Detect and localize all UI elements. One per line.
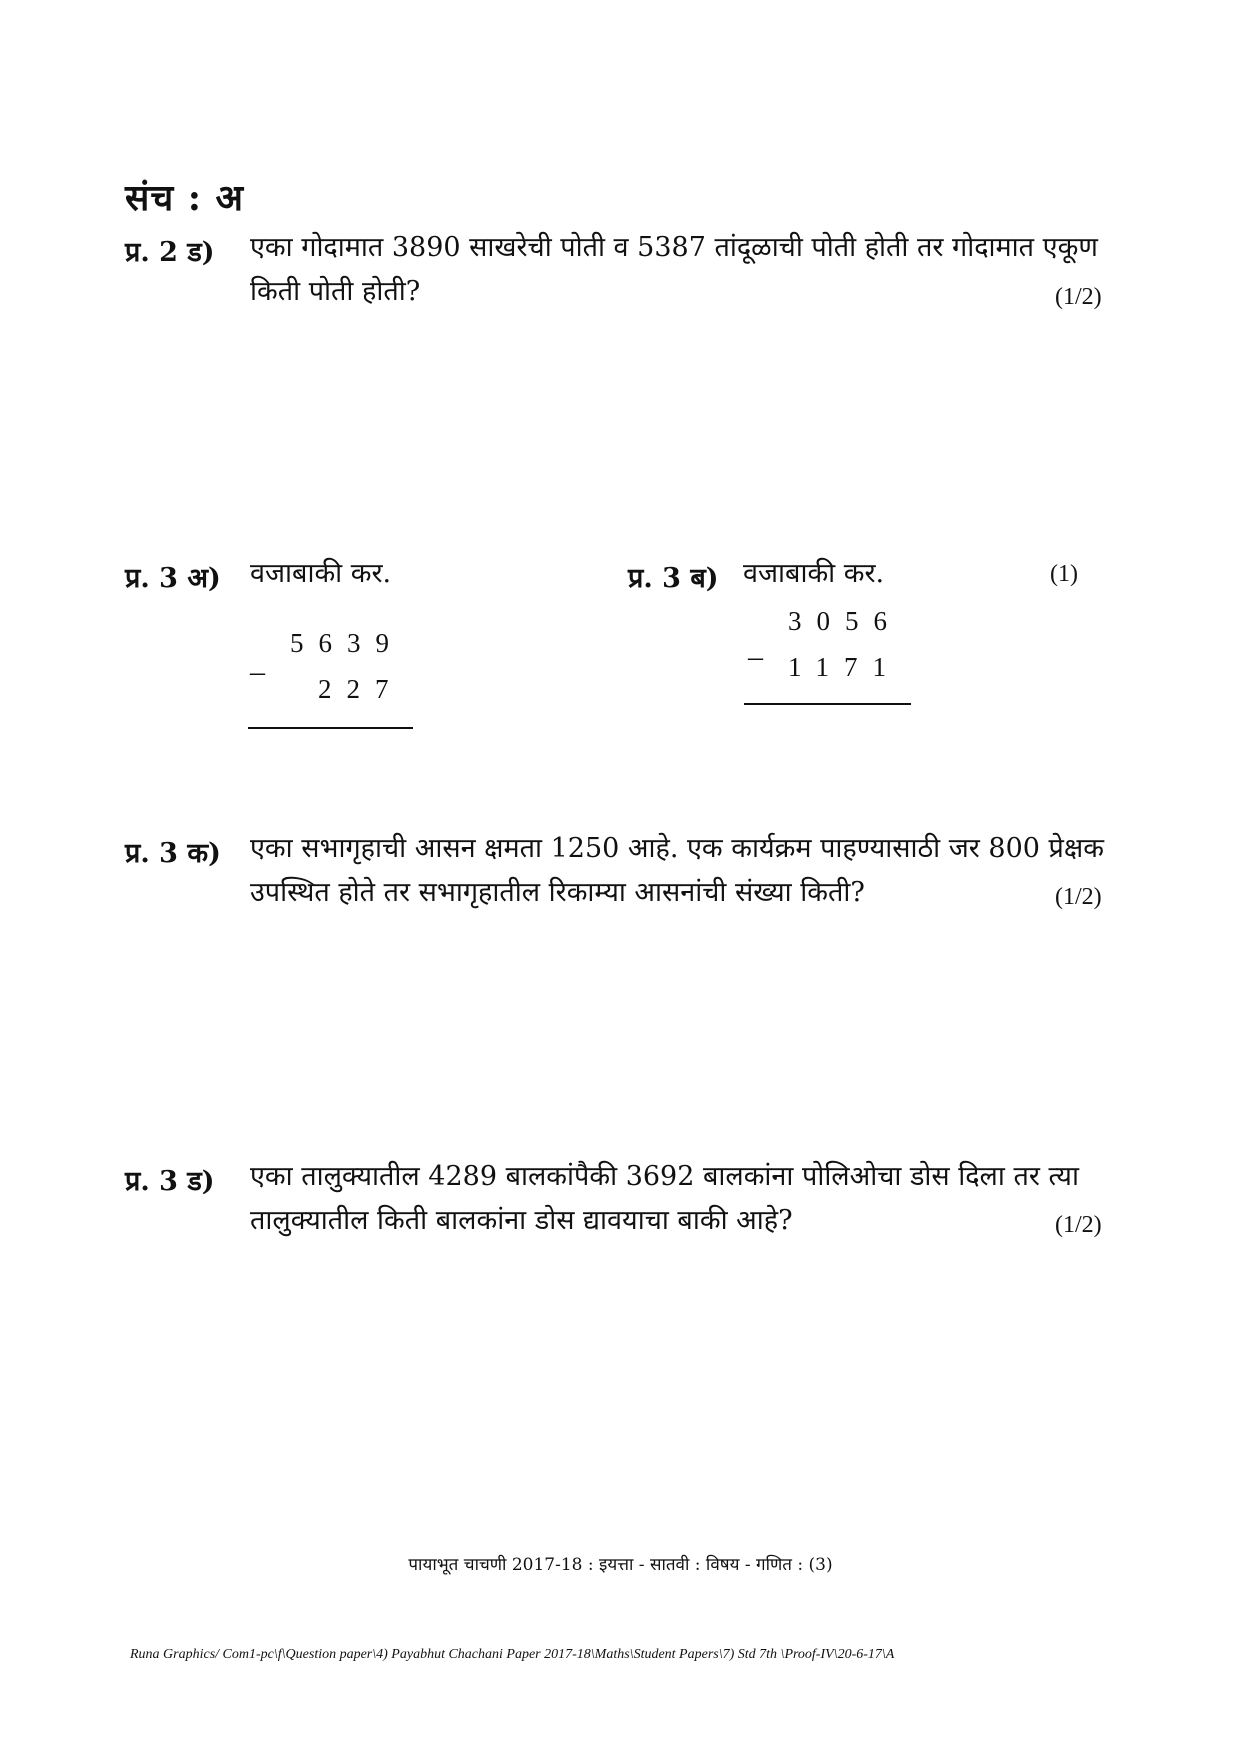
minuend-number: 5639 xyxy=(290,628,404,658)
question-text-line1: एका सभागृहाची आसन क्षमता 1250 आहे. एक कार्यक्रम पाहण्यासाठी जर 800 प्रेक्षक xyxy=(250,833,1104,864)
set-heading: संच : अ xyxy=(125,177,245,219)
question-text: वजाबाकी कर. xyxy=(743,558,885,589)
question-text-line1: एका तालुक्यातील 4289 बालकांपैकी 3692 बालकांना पोलिओचा डोस दिला तर त्या xyxy=(250,1161,1079,1192)
subtrahend-number: 227 xyxy=(318,674,404,704)
question-text-line2: उपस्थित होते तर सभागृहातील रिकाम्या आसनांची संख्या किती? xyxy=(250,877,865,908)
marks-label: (1/2) xyxy=(1055,1212,1102,1238)
subtrahend-number: 1171 xyxy=(788,652,901,682)
question-text: वजाबाकी कर. xyxy=(250,558,392,589)
marks-label: (1/2) xyxy=(1055,284,1102,310)
answer-line xyxy=(248,727,413,729)
question-label: प्र. 3 अ) xyxy=(125,563,221,594)
question-text-line1: एका गोदामात 3890 साखरेची पोती व 5387 तांदूळाची पोती होती तर गोदामात एकूण xyxy=(250,232,1098,263)
answer-line xyxy=(744,703,911,705)
minus-sign: – xyxy=(250,655,265,688)
question-text-line2: किती पोती होती? xyxy=(250,276,421,307)
question-text-line2: तालुक्यातील किती बालकांना डोस द्यावयाचा बाकी आहे? xyxy=(250,1205,793,1236)
question-label: प्र. 3 ड) xyxy=(125,1166,215,1197)
marks-label: (1/2) xyxy=(1055,884,1102,910)
minus-sign: – xyxy=(748,640,763,673)
question-label: प्र. 3 क) xyxy=(125,838,221,869)
question-label: प्र. 2 ड) xyxy=(125,237,215,268)
question-label: प्र. 3 ब) xyxy=(628,563,719,594)
minuend-number: 3056 xyxy=(788,606,902,636)
page-footer: पायाभूत चाचणी 2017-18 : इयत्ता - सातवी : विषय - गणित : (3) xyxy=(408,1555,833,1575)
print-credit: Runa Graphics/ Com1-pc\f\Question paper\4) Payabhut Chachani Paper 2017-18\Maths\Student Papers\7) Std 7th \Proof-IV\20-6-17\A xyxy=(130,1647,895,1662)
marks-label: (1) xyxy=(1050,561,1078,587)
